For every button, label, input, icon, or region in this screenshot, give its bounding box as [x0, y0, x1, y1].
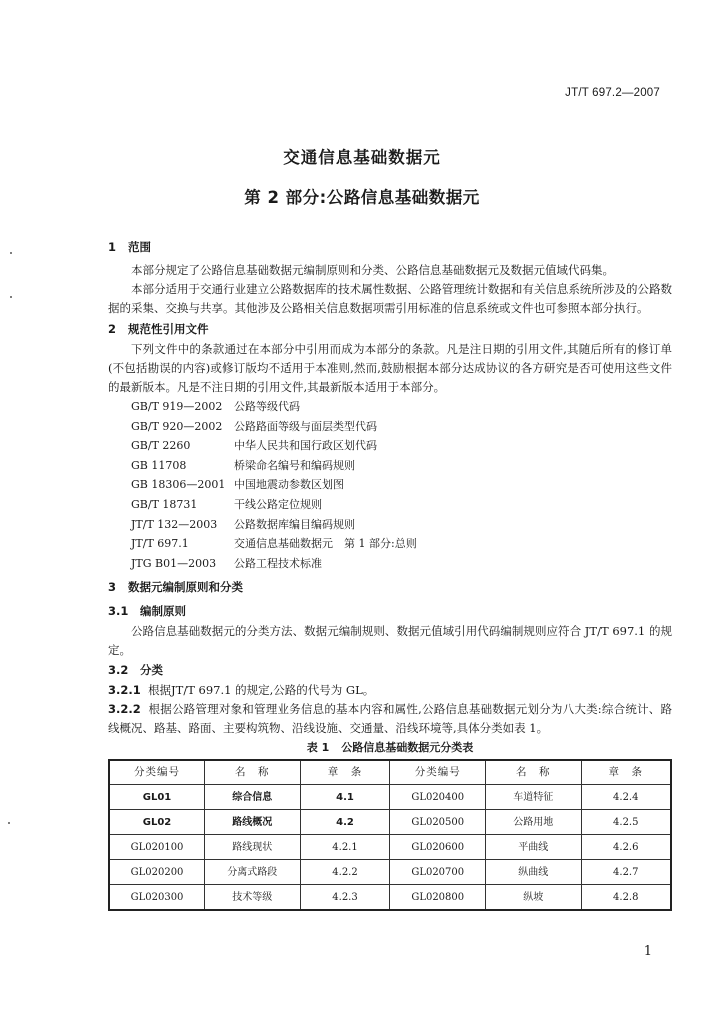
section-title: 数据元编制原则和分类: [128, 580, 243, 595]
clause-text: 根据公路管理对象和管理业务信息的基本内容和属性,公路信息基础数据元划分为八大类:综合统计、路线概况、路基、路面、主要构筑物、沿线设施、交通量、沿线环境等,具体分类如表 1。: [108, 702, 673, 736]
table-cell: GL020700: [390, 860, 486, 885]
table-cell: 车道特征: [486, 785, 582, 810]
subsection-number: 3.2: [108, 663, 129, 678]
section-title: 范围: [128, 240, 151, 254]
reference-item: [131, 515, 672, 535]
reference-item: [131, 417, 672, 437]
column-header: 名 称: [205, 760, 301, 785]
paragraph: 公路信息基础数据元的分类方法、数据元编制规则、数据元值域引用代码编制规则应符合 JT/T 697.1 的规定。: [108, 624, 672, 658]
document-subtitle: 第 2 部分:公路信息基础数据元: [244, 188, 480, 207]
classification-table: [108, 759, 672, 911]
clause-text: 根据JT/T 697.1 的规定,公路的代号为 GL。: [148, 683, 375, 698]
table-cell: GL020800: [390, 885, 486, 911]
table-cell: GL020200: [109, 860, 205, 885]
table-cell: 路线概况: [205, 810, 301, 835]
column-header: 名 称: [486, 760, 582, 785]
reference-code: JT/T 132—2003: [131, 517, 218, 531]
subsection-3-1-heading: [108, 601, 672, 622]
section-2-heading: [108, 318, 672, 340]
table-cell: 技术等级: [205, 885, 301, 911]
table-title: 公路信息基础数据元分类表: [341, 741, 474, 755]
subsection-title: 编制原则: [140, 604, 186, 619]
page-number: 1: [643, 944, 652, 959]
reference-item: [131, 456, 672, 476]
table-cell: 4.2.3: [300, 885, 390, 911]
table-row: [109, 835, 671, 860]
reference-code: GB/T 920—2002: [131, 419, 223, 433]
reference-code: GB/T 919—2002: [131, 400, 223, 413]
section-number: 3: [108, 580, 117, 595]
reference-name: 公路数据库编目编码规则: [234, 517, 355, 531]
table-cell: 纵坡: [486, 885, 582, 911]
reference-name: 公路等级代码: [234, 400, 300, 413]
table-cell: GL020300: [109, 885, 205, 911]
table-cell: 路线现状: [205, 835, 301, 860]
reference-code: GB/T 18731: [131, 497, 198, 511]
reference-name: 公路路面等级与面层类型代码: [234, 419, 377, 433]
table-row: [109, 860, 671, 885]
clause-3-2-1: [108, 681, 672, 700]
table-cell: 4.1: [300, 785, 390, 810]
table-cell: GL020100: [109, 835, 205, 860]
reference-code: JT/T 697.1: [131, 537, 189, 551]
table-cell: 4.2.4: [581, 785, 671, 810]
table-cell: GL01: [109, 785, 205, 810]
document-title: 交通信息基础数据元: [283, 148, 441, 167]
table-row: [109, 885, 671, 911]
table-cell: 4.2.5: [581, 810, 671, 835]
table-cell: 4.2.2: [300, 860, 390, 885]
reference-name: 中华人民共和国行政区划代码: [234, 439, 377, 453]
normative-references-list: [131, 397, 672, 573]
table-row: [109, 810, 671, 835]
reference-name: 干线公路定位规则: [234, 497, 322, 511]
reference-code: GB 11708: [131, 458, 187, 472]
paragraph: 本部分规定了公路信息基础数据元编制原则和分类、公路信息基础数据元及数据元值域代码集。: [131, 263, 614, 277]
subsection-3-2-heading: [108, 660, 672, 681]
table-cell: 纵曲线: [486, 860, 582, 885]
reference-item: [131, 554, 672, 574]
table-cell: 公路用地: [486, 810, 582, 835]
section-1-heading: [108, 236, 672, 258]
section-number: 2: [108, 322, 117, 336]
reference-name: 桥梁命名编号和编码规则: [234, 458, 355, 472]
table-cell: 4.2.1: [300, 835, 390, 860]
table-cell: 4.2.6: [581, 835, 671, 860]
paragraph: 本部分适用于交通行业建立公路数据库的技术属性数据、公路管理统计数据和有关信息系统所涉及的公路数据的采集、交换与共享。其他涉及公路相关信息数据项需引用标准的信息系统或文件也可参照本部分执行。: [108, 282, 672, 315]
clause-number: 3.2.2: [108, 702, 141, 717]
table-row: [109, 785, 671, 810]
reference-code: JTG B01—2003: [131, 556, 217, 570]
table-caption: [108, 739, 672, 759]
reference-code: GB/T 2260: [131, 439, 191, 453]
table-cell: 4.2.8: [581, 885, 671, 911]
clause-3-2-2: [108, 700, 672, 738]
section-title: 规范性引用文件: [128, 322, 209, 336]
table-cell: 4.2: [300, 810, 390, 835]
section-number: 1: [108, 240, 117, 254]
reference-name: 交通信息基础数据元 第 1 部分:总则: [234, 537, 417, 551]
scan-dot: [8, 822, 10, 824]
table-cell: 综合信息: [205, 785, 301, 810]
scan-dot: [10, 296, 12, 298]
table-cell: GL02: [109, 810, 205, 835]
paragraph: 下列文件中的条款通过在本部分中引用而成为本部分的条款。凡是注日期的引用文件,其随后所有的修订单(不包括勘误的内容)或修订版均不适用于本准则,然而,鼓励根据本部分达成协议的各方研究是否可使用这些文件的最新版本。凡是不注日期的引用文件,其最新版本适用于本部分。: [108, 342, 672, 394]
column-header: 分类编号: [109, 760, 205, 785]
table-number: 表 1: [306, 741, 330, 755]
standard-code: JT/T 697.2—2007: [565, 87, 660, 99]
scan-dot: [10, 252, 12, 254]
reference-name: 公路工程技术标准: [234, 556, 322, 570]
reference-item: [131, 397, 672, 417]
table-cell: 平曲线: [486, 835, 582, 860]
table-cell: GL020400: [390, 785, 486, 810]
clause-number: 3.2.1: [108, 683, 141, 698]
table-cell: 分离式路段: [205, 860, 301, 885]
table-cell: GL020500: [390, 810, 486, 835]
column-header: 章 条: [300, 760, 390, 785]
reference-code: GB 18306—2001: [131, 478, 226, 492]
reference-item: [131, 534, 672, 554]
table-header-row: [109, 760, 671, 785]
column-header: 章 条: [581, 760, 671, 785]
document-body: [108, 236, 672, 911]
reference-item: [131, 436, 672, 456]
table-cell: 4.2.7: [581, 860, 671, 885]
reference-name: 中国地震动参数区划图: [234, 478, 344, 492]
reference-item: [131, 495, 672, 515]
subsection-title: 分类: [140, 663, 163, 678]
reference-item: [131, 475, 672, 495]
column-header: 分类编号: [390, 760, 486, 785]
subsection-number: 3.1: [108, 604, 129, 619]
section-3-heading: [108, 576, 672, 598]
table-cell: GL020600: [390, 835, 486, 860]
